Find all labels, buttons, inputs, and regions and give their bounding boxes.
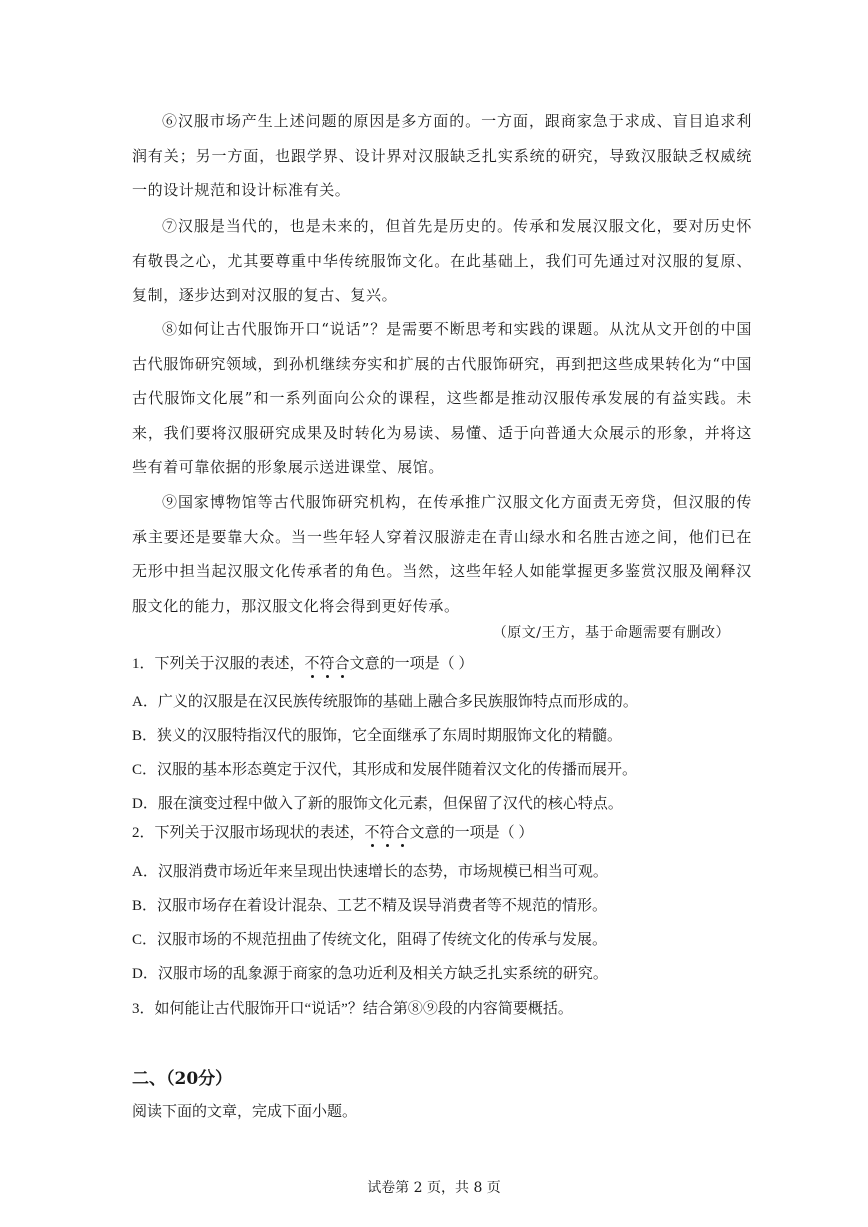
paragraph-8: ⑧如何让古代服饰开口“说话”？是需要不断思考和实践的课题。从沈从文开创的中国古代服饰研究领域，到孙机继续夯实和扩展的古代服饰研究，再到把这些成果转化为“中国古代服饰文化展”和一系列面向公众的课程，这些都是推动汉服传承发展的有益实践。未来，我们要将汉服研究成果及时转化为易读、易懂、适于向普通大众展示的形象，并将这些有着可靠依据的形象展示送进课堂、展馆。 bbox=[132, 320, 752, 476]
option-1c: C．汉服的基本形态奠定于汉代，其形成和发展伴随着汉文化的传播而展开。 bbox=[132, 762, 638, 778]
question-2-stem: 2．下列关于汉服市场现状的表述，不符合文意的一项是（ ） bbox=[132, 825, 534, 841]
section-intro: 阅读下面的文章，完成下面小题。 bbox=[132, 1102, 358, 1120]
question-3-stem: 3．如何能让古代服饰开口“说话”？结合第⑧⑨段的内容简要概括。 bbox=[132, 1001, 573, 1017]
paragraph-9: ⑨国家博物馆等古代服饰研究机构，在传承推广汉服文化方面责无旁贷，但汉服的传承主要还是要靠大众。当一些年轻人穿着汉服游走在青山绿水和名胜古迹之间，他们已在无形中担当起汉服文化传承者的角色。当然，这些年轻人如能掌握更多鉴赏汉服及阐释汉服文化的能力，那汉服文化将会得到更好传承。 bbox=[132, 493, 752, 615]
section-heading: 二、（20分） bbox=[132, 1069, 233, 1089]
emphasis-char: 符 bbox=[319, 656, 335, 672]
option-2c: C．汉服市场的不规范扭曲了传统文化，阻碍了传统文化的传承与发展。 bbox=[132, 932, 608, 948]
paragraph-7: ⑦汉服是当代的，也是未来的，但首先是历史的。传承和发展汉服文化，要对历史怀有敬畏之心，尤其要尊重中华传统服饰文化。在此基础上，我们可先通过对汉服的复原、复制，逐步达到对汉服的复古、复兴。 bbox=[132, 217, 752, 304]
emphasis-char: 符 bbox=[379, 825, 395, 841]
emphasis-char: 不 bbox=[364, 825, 380, 841]
source-note: （原文/王方，基于命题需要有删改） bbox=[492, 625, 730, 641]
option-1b: B．狭义的汉服特指汉代的服饰，它全面继承了东周时期服饰文化的精髓。 bbox=[132, 728, 623, 744]
emphasis-char: 合 bbox=[394, 825, 410, 841]
option-2b: B．汉服市场存在着设计混杂、工艺不精及误导消费者等不规范的情形。 bbox=[132, 898, 608, 914]
emphasis-char: 不 bbox=[304, 656, 320, 672]
paragraph-6: ⑥汉服市场产生上述问题的原因是多方面的。一方面，跟商家急于求成、盲目追求利润有关；另一方面，也跟学界、设计界对汉服缺乏扎实系统的研究，导致汉服缺乏权威统一的设计规范和设计标准有关。 bbox=[132, 112, 752, 199]
page-footer: 试卷第 2 页，共 8 页 bbox=[367, 1180, 501, 1196]
option-2a: A．汉服消费市场近年来呈现出快速增长的态势，市场规模已相当可观。 bbox=[132, 864, 608, 880]
question-1-stem: 1．下列关于汉服的表述，不符合文意的一项是（ ） bbox=[132, 656, 474, 672]
option-1d: D．服在演变过程中做入了新的服饰文化元素，但保留了汉代的核心特点。 bbox=[132, 796, 623, 812]
option-1a: A．广义的汉服是在汉民族传统服饰的基础上融合多民族服饰特点而形成的。 bbox=[132, 694, 638, 710]
option-2d: D．汉服市场的乱象源于商家的急功近利及相关方缺乏扎实系统的研究。 bbox=[132, 966, 608, 982]
emphasis-char: 合 bbox=[334, 656, 350, 672]
